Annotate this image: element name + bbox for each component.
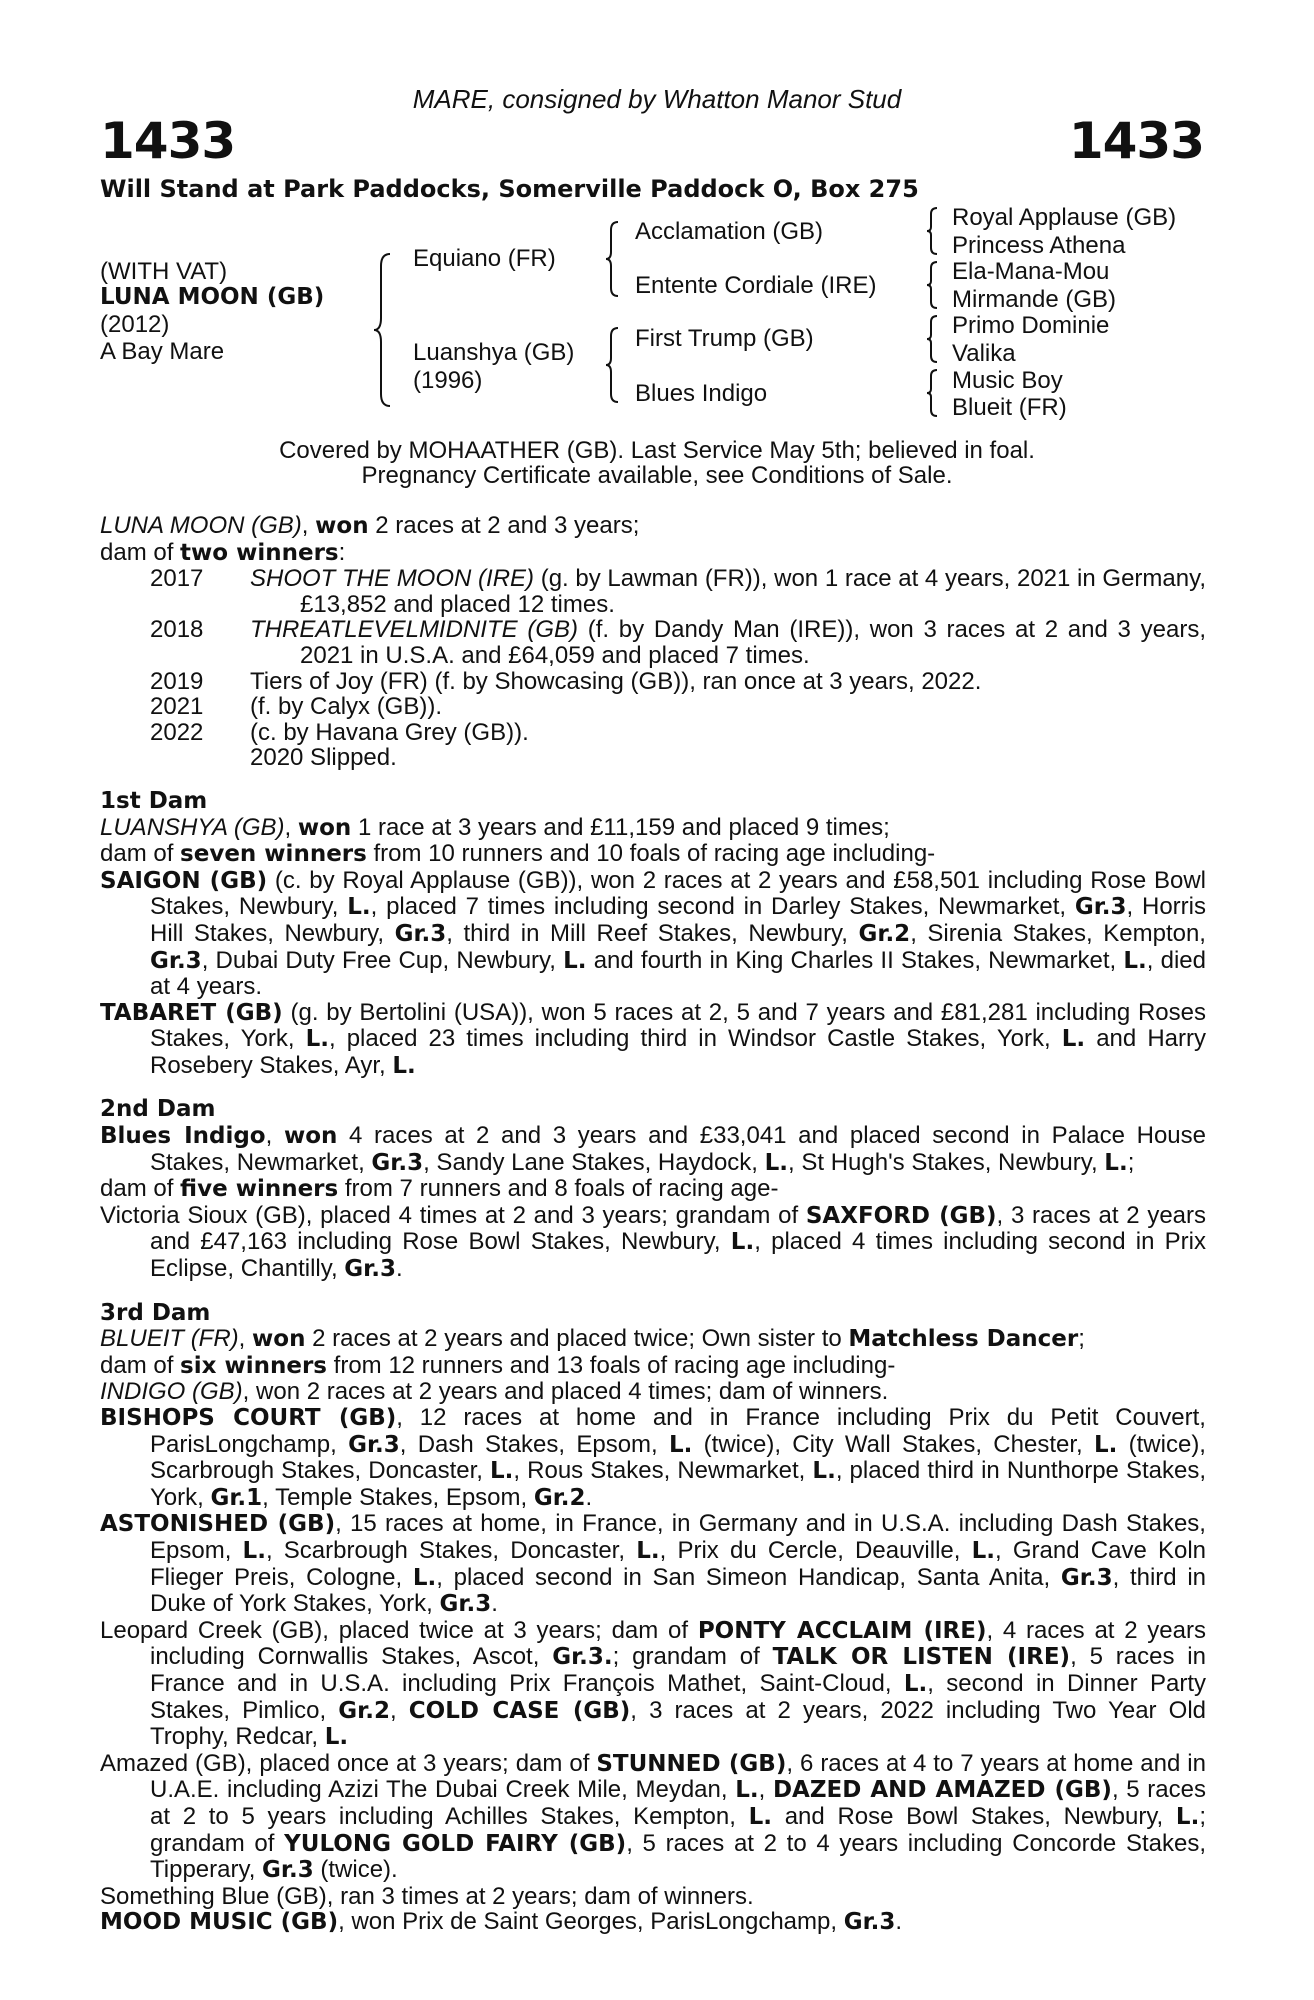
dam-sire-dam: Valika	[952, 340, 1016, 367]
second-dam-produce: dam of five winners from 7 runners and 8 foals of racing age-	[100, 1175, 779, 1203]
foal-row: 2022 (c. by Havana Grey (GB)).	[150, 718, 529, 746]
sire-sire-sire: Royal Applause (GB)	[952, 204, 1177, 231]
lot-number-right: 1433	[1068, 112, 1204, 170]
brace-dd	[925, 368, 939, 418]
lot-horse-name: LUNA MOON (GB)	[100, 284, 325, 310]
dam-dam-sire: Music Boy	[952, 367, 1063, 394]
sire-sire-dam: Princess Athena	[952, 232, 1126, 259]
consignor-line: MARE, consigned by Whatton Manor Stud	[412, 84, 902, 114]
astonished-entry: ASTONISHED (GB), 15 races at home, in France, in Germany and in U.S.A. including Dash Stakes, Epsom, L., Scarbrough Stakes, Doncaster, L., Prix du Cercle, Deauville, L., Grand Cave Koln Flieger Preis, Cologne, L., placed second in San Simeon Handicap, Santa Anita, Gr.3, third in Duke of York Stakes, York, Gr.3.	[100, 1510, 1207, 1618]
section-heading-3rd-dam: 3rd Dam	[100, 1299, 211, 1326]
sire: Equiano (FR)	[413, 245, 556, 272]
leopard-creek-entry: Leopard Creek (GB), placed twice at 3 years; dam of PONTY ACCLAIM (IRE), 4 races at 2 years including Cornwallis Stakes, Ascot, Gr.3.; grandam of TALK OR LISTEN (IRE), 5 races in France and in U.S.A. including Prix François Mathet, Saint-Cloud, L., second in Dinner Party Stakes, Pimlico, Gr.2, COLD CASE (GB), 3 races at 2 years, 2022 including Two Year Old Trophy, Redcar, L.	[100, 1616, 1207, 1751]
lot-record: LUNA MOON (GB), won 2 races at 2 and 3 years;	[100, 512, 640, 539]
indigo-entry: INDIGO (GB), won 2 races at 2 years and placed 4 times; dam of winners.	[100, 1378, 889, 1406]
lot-number-left: 1433	[100, 112, 236, 170]
section-heading-2nd-dam: 2nd Dam	[100, 1096, 216, 1123]
foal-row: 2018 THREATLEVELMIDNITE (GB) (f. by Dandy Man (IRE)), won 3 races at 2 and 3 years, 2021 in U.S.A. and £64,059 and placed 7 times.	[150, 616, 1206, 669]
third-dam-produce: dam of six winners from 12 runners and 13 foals of racing age including-	[100, 1351, 896, 1379]
tabaret-entry: TABARET (GB) (g. by Bertolini (USA)), won 5 races at 2, 5 and 7 years and £81,281 including Roses Stakes, York, L., placed 23 times including third in Windsor Castle Stakes, York, L. and Harry Rosebery Stakes, Ayr, L.	[100, 998, 1206, 1079]
saigon-entry: SAIGON (GB) (c. by Royal Applause (GB)), won 2 races at 2 years and £58,501 including Rose Bowl Stakes, Newbury, L., placed 7 times including second in Darley Stakes, Newmarket, Gr.3, Horris Hill Stakes, Newbury, Gr.3, third in Mill Reef Stakes, Newbury, Gr.2, Sirenia Stakes, Kempton, Gr.3, Dubai Duty Free Cup, Newbury, L. and fourth in King Charles II Stakes, Newmarket, L., died at 4 years.	[100, 866, 1207, 1001]
vat-note: (WITH VAT)	[100, 258, 228, 285]
dam-year: (1996)	[413, 367, 483, 394]
mood-music-entry: MOOD MUSIC (GB), won Prix de Saint Georges, ParisLongchamp, Gr.3.	[100, 1908, 903, 1936]
dam-dam: Blues Indigo	[635, 380, 768, 407]
dam: Luanshya (GB)	[413, 339, 575, 366]
bishops-court-entry: BISHOPS COURT (GB), 12 races at home and in France including Prix du Petit Couvert, ParisLongchamp, Gr.3, Dash Stakes, Epsom, L. (twice), City Wall Stakes, Chester, L. (twice), Scarbrough Stakes, Doncaster, L., Rous Stakes, Newmarket, L., placed third in Nunthorpe Stakes, York, Gr.1, Temple Stakes, Epsom, Gr.2.	[100, 1404, 1206, 1511]
sire-sire: Acclamation (GB)	[635, 218, 824, 245]
foal-row: 2020 Slipped.	[250, 744, 397, 772]
lot-horse-year: (2012)	[100, 311, 170, 338]
victoria-sioux-entry: Victoria Sioux (GB), placed 4 times at 2 and 3 years; grandam of SAXFORD (GB), 3 races at 2 years and £47,163 including Rose Bowl Stakes, Newbury, L., placed 4 times including second in Prix Eclipse, Chantilly, Gr.3.	[100, 1201, 1207, 1283]
sire-dam-sire: Ela-Mana-Mou	[952, 258, 1110, 285]
foal-row: 2021 (f. by Calyx (GB)).	[150, 693, 443, 721]
third-dam-record: BLUEIT (FR), won 2 races at 2 years and placed twice; Own sister to Matchless Dancer;	[100, 1325, 1085, 1353]
dam-sire-sire: Primo Dominie	[952, 312, 1110, 339]
brace-ss	[925, 206, 939, 256]
foal-row: 2017 SHOOT THE MOON (IRE) (g. by Lawman (FR)), won 1 race at 4 years, 2021 in Germany, £13,852 and placed 12 times.	[150, 565, 1206, 618]
brace-sire	[604, 220, 620, 298]
covered-line-1: Covered by MOHAATHER (GB). Last Service May 5th; believed in foal.	[279, 437, 1035, 464]
section-heading-1st-dam: 1st Dam	[100, 787, 208, 814]
catalogue-body	[100, 513, 1206, 1936]
brace-sd	[925, 260, 939, 310]
dam-dam-dam: Blueit (FR)	[952, 394, 1067, 421]
sire-dam: Entente Cordiale (IRE)	[635, 272, 877, 299]
first-dam-produce: dam of seven winners from 10 runners and 10 foals of racing age including-	[100, 840, 936, 868]
second-dam-record: Blues Indigo, won 4 races at 2 and 3 years and £33,041 and placed second in Palace House Stakes, Newmarket, Gr.3, Sandy Lane Stakes, Haydock, L., St Hugh's Stakes, Newbury, L.;	[100, 1122, 1207, 1176]
brace-main	[372, 252, 392, 408]
brace-ds	[925, 314, 939, 364]
sire-dam-dam: Mirmande (GB)	[952, 286, 1117, 313]
stand-location: Will Stand at Park Paddocks, Somerville Paddock O, Box 275	[100, 175, 919, 203]
something-blue-entry: Something Blue (GB), ran 3 times at 2 years; dam of winners.	[100, 1882, 754, 1910]
first-dam-record: LUANSHYA (GB), won 1 race at 3 years and £11,159 and placed 9 times;	[100, 813, 890, 841]
amazed-entry: Amazed (GB), placed once at 3 years; dam of STUNNED (GB), 6 races at 4 to 7 years at home and in U.A.E. including Azizi The Dubai Creek Mile, Meydan, L., DAZED AND AMAZED (GB), 5 races at 2 to 5 years including Achilles Stakes, Kempton, L. and Rose Bowl Stakes, Newbury, L.; grandam of YULONG GOLD FAIRY (GB), 5 races at 2 to 4 years including Concorde Stakes, Tipperary, Gr.3 (twice).	[100, 1749, 1206, 1884]
dam-sire: First Trump (GB)	[635, 325, 814, 352]
lot-horse-description: A Bay Mare	[100, 338, 225, 365]
foal-row: 2019 Tiers of Joy (FR) (f. by Showcasing (GB)), ran once at 3 years, 2022.	[150, 667, 982, 695]
lot-dam-of: dam of two winners:	[100, 538, 346, 566]
brace-dam	[604, 326, 620, 404]
covered-line-2: Pregnancy Certificate available, see Conditions of Sale.	[361, 462, 953, 489]
